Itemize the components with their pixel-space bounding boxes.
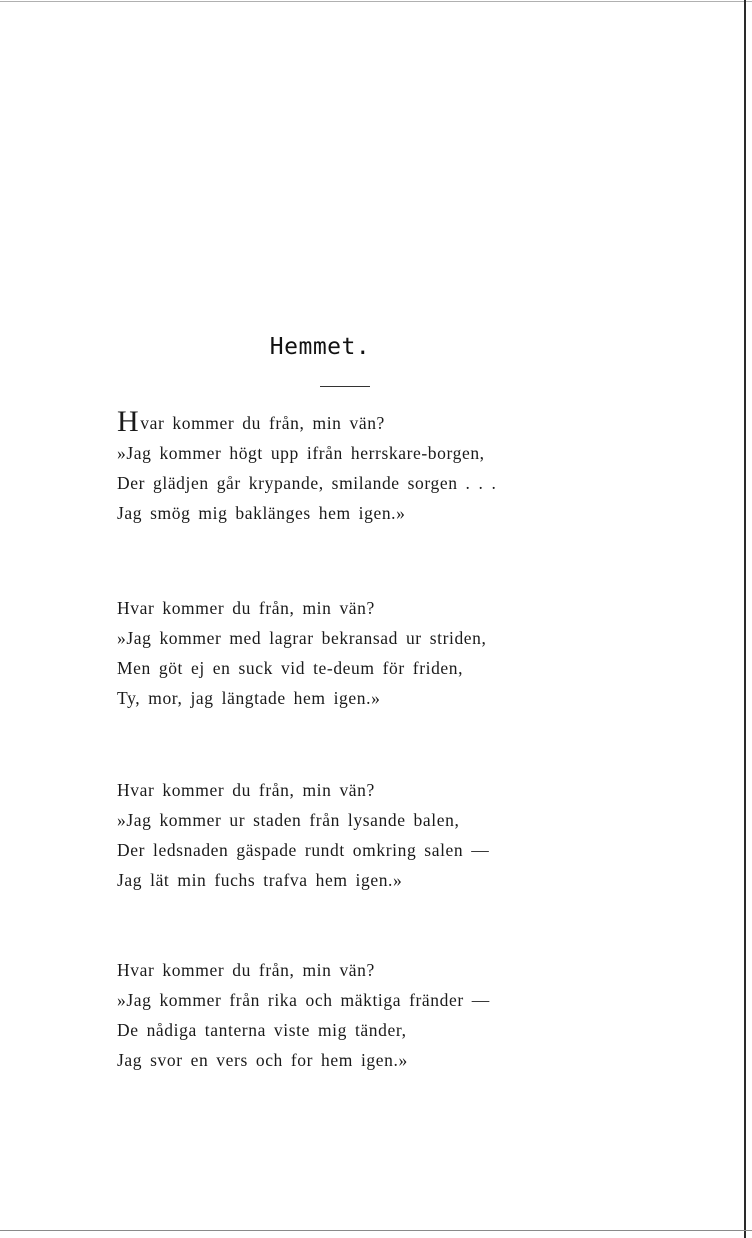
poem-line: Hvar kommer du från, min vän?: [117, 598, 375, 618]
first-line-text: var kommer du från, min vän?: [140, 413, 385, 433]
page-bottom-edge: [0, 1230, 752, 1231]
stanza-1: [117, 405, 577, 528]
poem-line: Ty, mor, jag längtade hem igen.»: [117, 688, 381, 708]
stanza-3: [117, 775, 577, 895]
page-top-edge: [0, 1, 752, 2]
poem-line: Der ledsnaden gäspade rundt omkring salen —: [117, 840, 490, 860]
poem-line: [117, 405, 577, 438]
poem-line: »Jag kommer högt upp ifrån herrskare-borgen,: [117, 443, 485, 463]
stanza-4: [117, 955, 577, 1075]
poem-line: Der glädjen går krypande, smilande sorgen . . .: [117, 473, 497, 493]
title-rule: [320, 386, 370, 387]
poem-line: Jag svor en vers och for hem igen.»: [117, 1050, 408, 1070]
poem-title: Hemmet.: [269, 334, 371, 360]
poem-line: Men göt ej en suck vid te-deum för friden,: [117, 658, 464, 678]
poem-line: Hvar kommer du från, min vän?: [117, 960, 375, 980]
drop-cap: H: [117, 405, 140, 438]
stanza-2: [117, 593, 577, 713]
poem-line: »Jag kommer från rika och mäktiga fränder —: [117, 990, 490, 1010]
poem-line: Jag lät min fuchs trafva hem igen.»: [117, 870, 403, 890]
page-right-edge: [744, 0, 746, 1238]
poem-line: »Jag kommer med lagrar bekransad ur striden,: [117, 628, 487, 648]
poem-line: »Jag kommer ur staden från lysande balen,: [117, 810, 460, 830]
poem-line: Jag smög mig baklänges hem igen.»: [117, 503, 406, 523]
poem-line: Hvar kommer du från, min vän?: [117, 780, 375, 800]
poem-line: De nådiga tanterna viste mig tänder,: [117, 1020, 407, 1040]
